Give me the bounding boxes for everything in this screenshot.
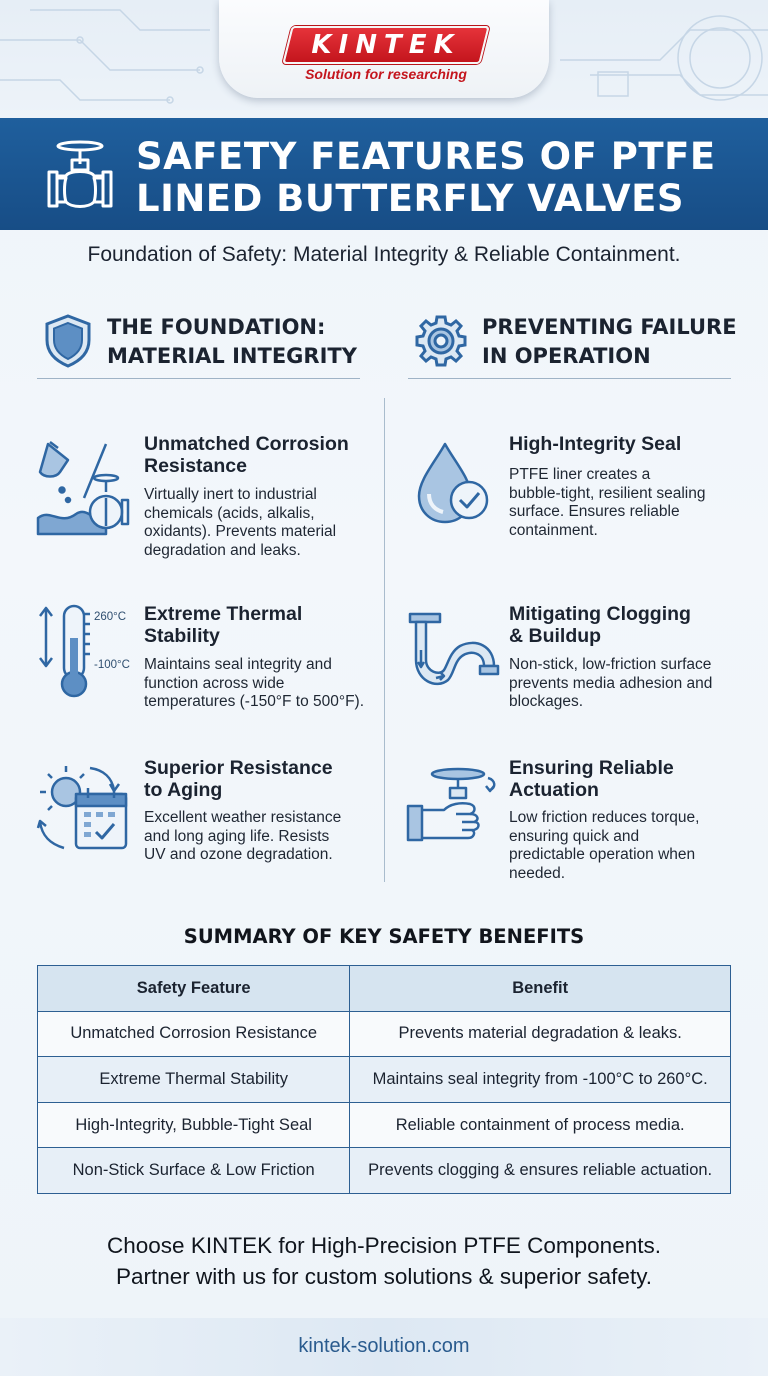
table-cell-feature: Non-Stick Surface & Low Friction xyxy=(38,1148,350,1194)
shield-icon xyxy=(42,313,94,369)
table-row xyxy=(38,1057,731,1103)
footer-website-link[interactable]: kintek-solution.com xyxy=(298,1335,470,1357)
thermometer-icon xyxy=(34,598,134,702)
chemical-flask-valve-icon xyxy=(36,438,130,538)
valve-icon xyxy=(46,138,114,214)
feature-title-actuation: Ensuring Reliable Actuation xyxy=(509,757,674,801)
column-divider-left xyxy=(37,378,360,379)
thermometer-low-label: -100°C xyxy=(94,659,130,671)
gear-icon xyxy=(413,313,469,369)
thermometer-high-label: 260°C xyxy=(94,611,127,623)
table-header-row xyxy=(38,966,731,1012)
table-row xyxy=(38,1102,731,1148)
feature-title-aging-resistance: Superior Resistance to Aging xyxy=(144,757,333,801)
vertical-divider xyxy=(384,398,385,882)
table-cell-feature: Unmatched Corrosion Resistance xyxy=(38,1011,350,1057)
hand-valve-icon xyxy=(404,764,504,848)
feature-desc-actuation: Low friction reduces torque, ensuring quick and predictable operation when needed. xyxy=(509,809,700,882)
cta-line1: Choose KINTEK for High-Precision PTFE Components. xyxy=(107,1233,661,1258)
column-heading-preventing-failure: PREVENTING FAILURE IN OPERATION xyxy=(482,315,737,368)
table-header-benefit: Benefit xyxy=(350,966,731,1012)
feature-title-corrosion-resistance: Unmatched Corrosion Resistance xyxy=(144,433,349,477)
cta-line2: Partner with us for custom solutions & superior safety. xyxy=(115,1264,653,1289)
table-cell-benefit: Maintains seal integrity from -100°C to 260°C. xyxy=(350,1057,731,1103)
table-cell-benefit: Prevents material degradation & leaks. xyxy=(350,1011,731,1057)
feature-title-clogging: Mitigating Clogging & Buildup xyxy=(509,603,691,647)
sun-calendar-icon xyxy=(34,760,134,856)
feature-desc-seal: PTFE liner creates a bubble-tight, resilient sealing surface. Ensures reliable containment. xyxy=(509,466,706,539)
page-title-line1: SAFETY FEATURES OF PTFE xyxy=(136,135,716,178)
summary-table xyxy=(37,965,731,1194)
column-divider-right xyxy=(408,378,731,379)
brand-logo[interactable]: KINTEK xyxy=(311,30,461,60)
table-cell-feature: High-Integrity, Bubble-Tight Seal xyxy=(38,1102,350,1148)
page-title-line2: LINED BUTTERFLY VALVES xyxy=(136,177,685,220)
feature-title-thermal-stability: Extreme Thermal Stability xyxy=(144,603,303,647)
summary-title: SUMMARY OF KEY SAFETY BENEFITS xyxy=(183,925,585,948)
table-cell-benefit: Prevents clogging & ensures reliable actuation. xyxy=(350,1148,731,1194)
table-row xyxy=(38,1011,731,1057)
droplet-check-icon xyxy=(413,440,495,528)
feature-title-seal: High-Integrity Seal xyxy=(509,433,682,455)
feature-desc-clogging: Non-stick, low-friction surface prevents media adhesion and blockages. xyxy=(509,656,713,711)
pipe-trap-icon xyxy=(406,610,502,696)
feature-desc-aging-resistance: Excellent weather resistance and long aging life. Resists UV and ozone degradation. xyxy=(144,809,342,864)
table-cell-feature: Extreme Thermal Stability xyxy=(38,1057,350,1103)
table-row xyxy=(38,1148,731,1194)
table-cell-benefit: Reliable containment of process media. xyxy=(350,1102,731,1148)
feature-desc-thermal-stability: Maintains seal integrity and function across wide temperatures (-150°F to 500°F). xyxy=(144,656,365,711)
page-subtitle: Foundation of Safety: Material Integrity & Reliable Containment. xyxy=(87,243,681,266)
brand-tagline: Solution for researching xyxy=(305,66,467,82)
table-header-safety-feature: Safety Feature xyxy=(38,966,350,1012)
feature-desc-corrosion-resistance: Virtually inert to industrial chemicals (acids, alkalis, oxidants). Prevents material degradation and leaks. xyxy=(144,486,337,559)
column-heading-material-integrity: THE FOUNDATION: MATERIAL INTEGRITY xyxy=(107,315,357,368)
